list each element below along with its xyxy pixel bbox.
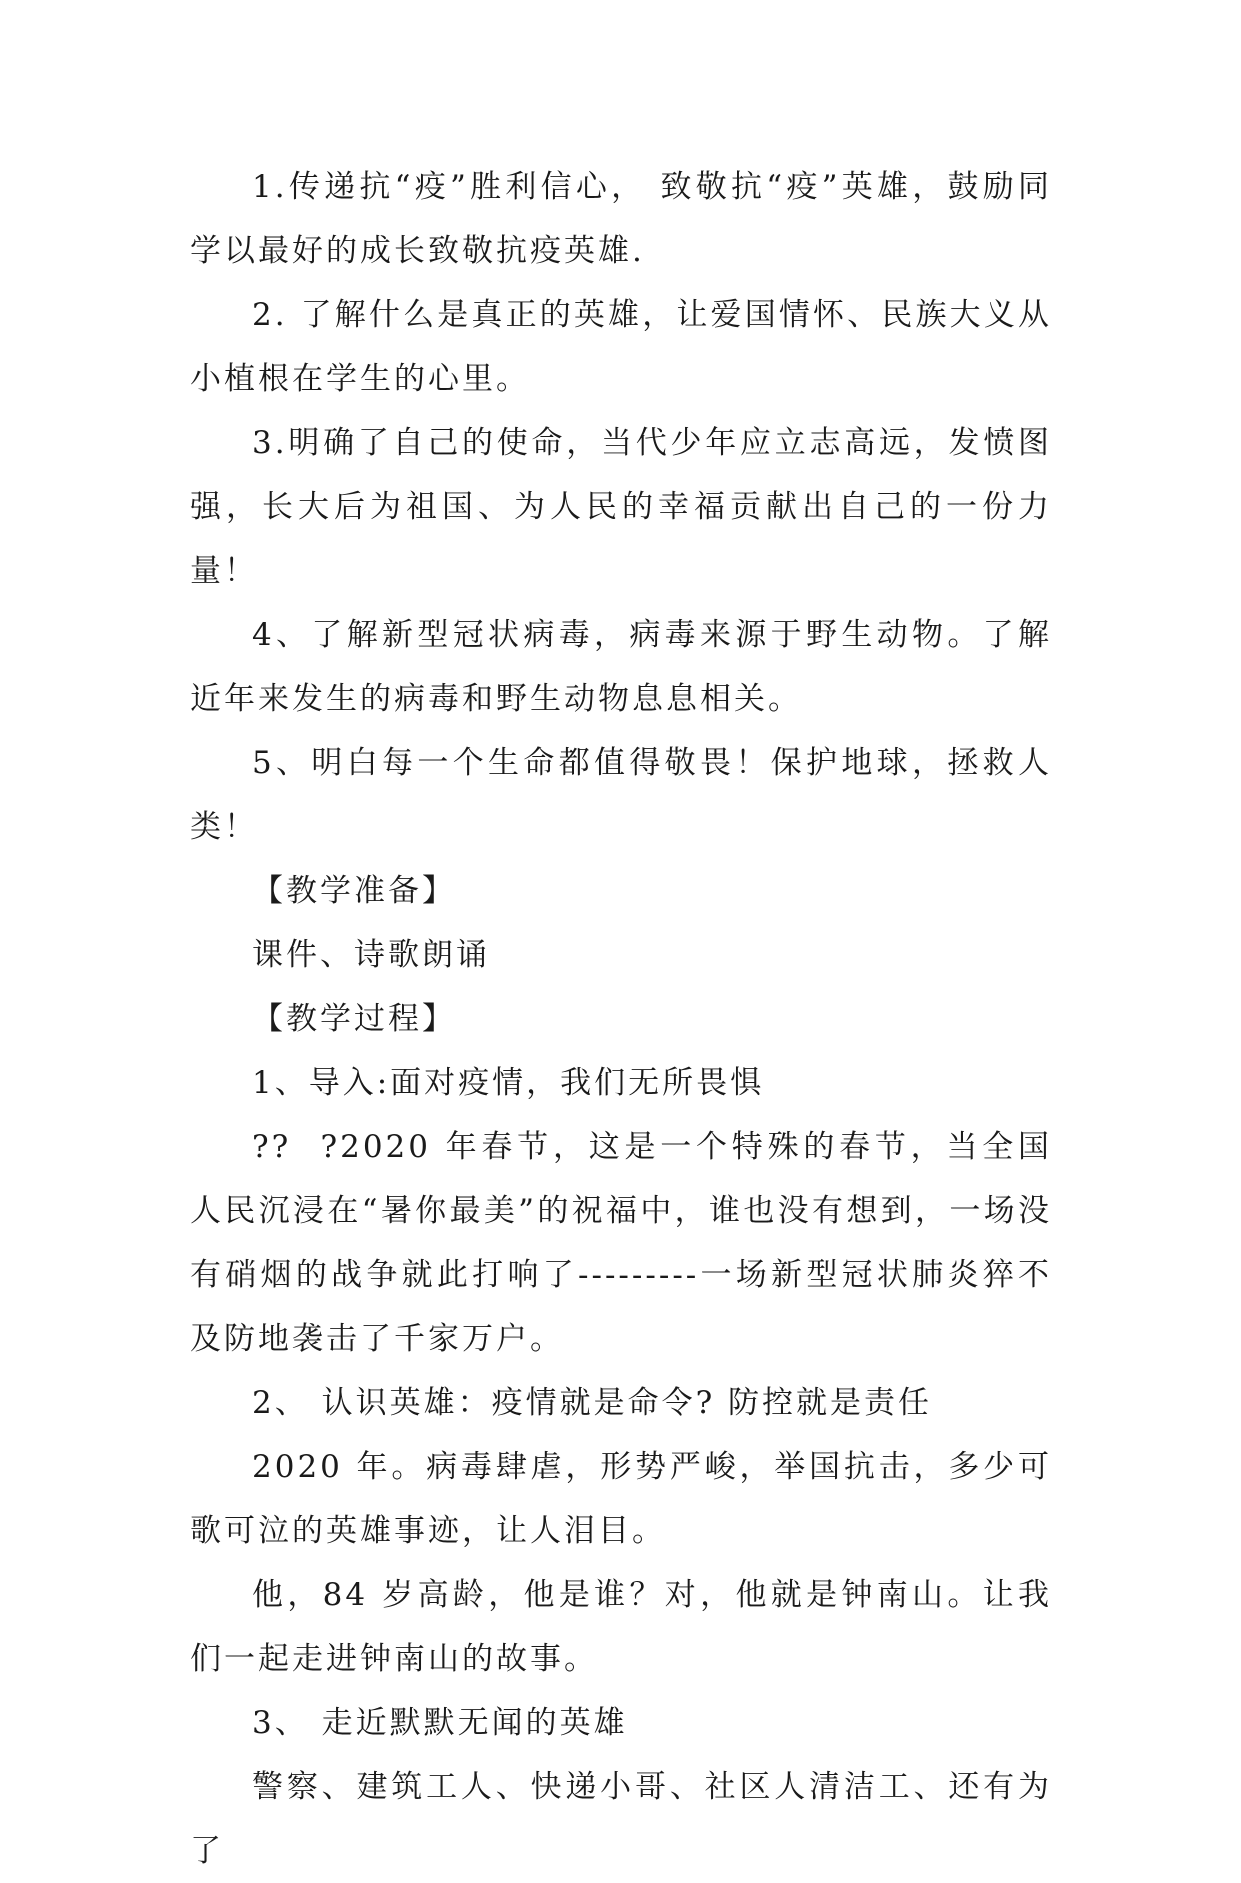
step-3-text: 警察、建筑工人、快递小哥、社区人清洁工、还有为了 bbox=[190, 1769, 1052, 1869]
step-2-text-a: 2020 年。病毒肆虐，形势严峻，举国抗击，多少可歌可泣的英雄事迹，让人泪目。 bbox=[190, 1449, 1052, 1549]
objective-3: 3.明确了自己的使命，当代少年应立志高远，发愤图强，长大后为祖国、为人民的幸福贡献出自己的一份力量！ bbox=[190, 425, 1052, 589]
objective-4: 4、了解新型冠状病毒，病毒来源于野生动物。了解近年来发生的病毒和野生动物息息相关。 bbox=[190, 617, 1052, 717]
objective-5: 5、明白每一个生命都值得敬畏！保护地球，拯救人类！ bbox=[190, 745, 1052, 845]
document-body bbox=[190, 155, 1052, 1883]
objective-1: 1.传递抗“疫”胜利信心， 致敬抗“疫”英雄，鼓励同学以最好的成长致敬抗疫英雄. bbox=[190, 169, 1052, 269]
step-2-heading: 2、 认识英雄：疫情就是命令? 防控就是责任 bbox=[252, 1385, 933, 1421]
objective-2: 2. 了解什么是真正的英雄，让爱国情怀、民族大义从小植根在学生的心里。 bbox=[190, 297, 1052, 397]
section-heading-preparation: 【教学准备】 bbox=[252, 873, 456, 909]
step-2-text-b: 他，84 岁高龄，他是谁？对，他就是钟南山。让我们一起走进钟南山的故事。 bbox=[190, 1577, 1052, 1677]
step-1-text: ?? ?2020 年春节，这是一个特殊的春节，当全国人民沉浸在“暑你最美”的祝福中，谁也没有想到，一场没有硝烟的战争就此打响了---------一场新型冠状肺炎猝不及防地袭击了千家万户。 bbox=[190, 1129, 1052, 1357]
section-heading-process: 【教学过程】 bbox=[252, 1001, 456, 1037]
preparation-text: 课件、诗歌朗诵 bbox=[252, 937, 490, 973]
step-3-heading: 3、 走近默默无闻的英雄 bbox=[252, 1705, 628, 1741]
step-1-heading: 1、导入:面对疫情，我们无所畏惧 bbox=[252, 1065, 765, 1101]
